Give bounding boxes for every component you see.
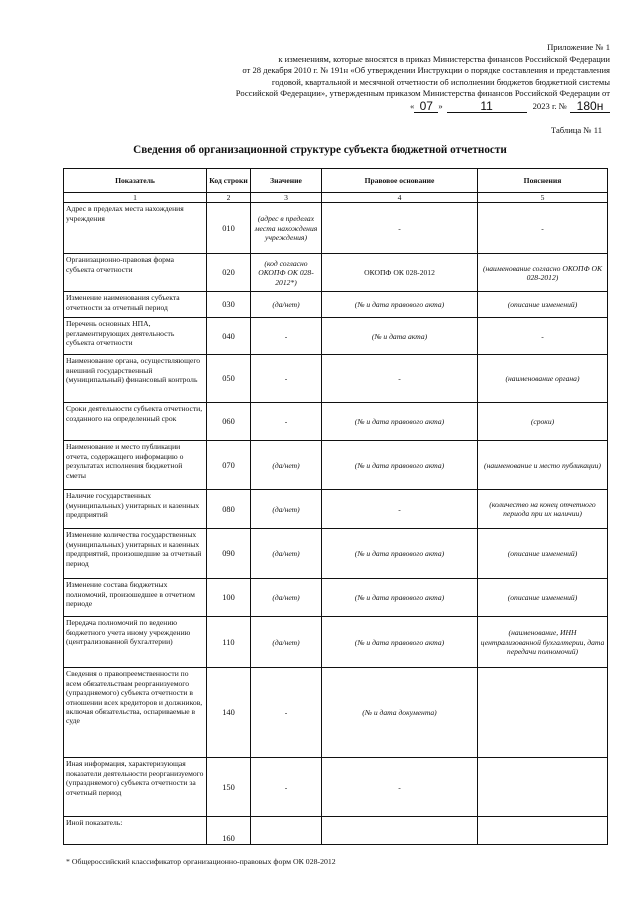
table-row (64, 668, 608, 758)
value-cell: - (251, 403, 322, 441)
table-row (64, 318, 608, 355)
column-number: 3 (251, 193, 322, 203)
page-title: Сведения об организационной структуре субъекта бюджетной отчетности (133, 144, 507, 156)
order-number: 180н (570, 101, 610, 113)
code-cell: 030 (207, 292, 251, 318)
indicator-cell: Иной показатель: (64, 817, 207, 845)
order-month: 11 (447, 101, 527, 113)
footnote: * Общероссийский классификатор организационно-правовых форм ОК 028-2012 (66, 857, 336, 866)
table-row (64, 292, 608, 318)
column-header: Значение (251, 169, 322, 193)
value-cell: (да/нет) (251, 617, 322, 668)
table-row (64, 355, 608, 403)
basis-cell: ОКОПФ ОК 028-2012 (322, 254, 478, 292)
column-number: 5 (478, 193, 608, 203)
header-line: от 28 декабря 2010 г. № 191н «Об утверждении Инструкции о порядке составления и представления (242, 65, 610, 76)
code-cell: 140 (207, 668, 251, 758)
table-row (64, 441, 608, 490)
column-number: 1 (64, 193, 207, 203)
indicator-cell: Перечень основных НПА, регламентирующих деятельность субъекта отчетности (64, 318, 207, 355)
appendix-header (180, 42, 610, 113)
table-row (64, 617, 608, 668)
basis-cell: (№ и дата правового акта) (322, 617, 478, 668)
value-cell: - (251, 318, 322, 355)
note-cell: (сроки) (478, 403, 608, 441)
note-cell: (наименование, ИНН централизованной бухгалтерии, дата передачи полномочий) (478, 617, 608, 668)
code-cell: 090 (207, 529, 251, 579)
table-row (64, 490, 608, 529)
indicator-cell: Адрес в пределах места нахождения учреждения (64, 203, 207, 254)
basis-cell: - (322, 490, 478, 529)
table-row (64, 403, 608, 441)
value-cell: (да/нет) (251, 490, 322, 529)
value-cell: (да/нет) (251, 292, 322, 318)
note-cell: (количество на конец отчетного периода при их наличии) (478, 490, 608, 529)
table-row (64, 579, 608, 617)
basis-cell: (№ и дата правового акта) (322, 292, 478, 318)
code-cell: 060 (207, 403, 251, 441)
column-number: 4 (322, 193, 478, 203)
table-row (64, 529, 608, 579)
order-year-text: 2023 г. № (532, 101, 567, 112)
note-cell: (описание изменений) (478, 579, 608, 617)
table-label: Таблица № 11 (550, 125, 602, 135)
basis-cell: (№ и дата правового акта) (322, 403, 478, 441)
note-cell (478, 668, 608, 758)
code-cell: 080 (207, 490, 251, 529)
value-cell: - (251, 355, 322, 403)
value-cell: - (251, 668, 322, 758)
basis-cell: - (322, 758, 478, 817)
note-cell: (описание изменений) (478, 529, 608, 579)
basis-cell: (№ и дата правового акта) (322, 579, 478, 617)
table-row (64, 254, 608, 292)
column-number: 2 (207, 193, 251, 203)
org-structure-table (63, 168, 608, 845)
column-number-row (64, 193, 608, 203)
note-cell: (описание изменений) (478, 292, 608, 318)
code-cell: 150 (207, 758, 251, 817)
indicator-cell: Наличие государственных (муниципальных) унитарных и казенных предприятий (64, 490, 207, 529)
value-cell: (адрес в пределах места нахождения учреждения) (251, 203, 322, 254)
basis-cell: (№ и дата документа) (322, 668, 478, 758)
column-header: Код строки (207, 169, 251, 193)
value-cell: (да/нет) (251, 579, 322, 617)
note-cell: (наименование и место публикации) (478, 441, 608, 490)
code-cell: 050 (207, 355, 251, 403)
value-cell: (да/нет) (251, 529, 322, 579)
indicator-cell: Иная информация, характеризующая показатели деятельности реорганизуемого (упраздняемого) субъекта отчетности за отчетный период (64, 758, 207, 817)
value-cell: - (251, 758, 322, 817)
note-cell: (наименование согласно ОКОПФ ОК 028-2012) (478, 254, 608, 292)
code-cell: 020 (207, 254, 251, 292)
indicator-cell: Изменение наименования субъекта отчетности за отчетный период (64, 292, 207, 318)
note-cell (478, 817, 608, 845)
basis-cell: (№ и дата правового акта) (322, 529, 478, 579)
table-row (64, 817, 608, 845)
indicator-cell: Наименование и место публикации отчета, содержащего информацию о результатах исполнения бюджетной сметы (64, 441, 207, 490)
basis-cell: - (322, 355, 478, 403)
header-line: Российской Федерации», утвержденным приказом Министерства финансов Российской Федерации от (235, 88, 610, 99)
indicator-cell: Сведения о правопреемственности по всем обязательствам реорганизуемого (упраздняемого) субъекта отчетности в отношении всех кредиторов и должников, включая обязательства, оспариваемые в суде (64, 668, 207, 758)
note-cell: - (478, 203, 608, 254)
code-cell: 070 (207, 441, 251, 490)
table-header-row (64, 169, 608, 193)
close-quote: » (438, 101, 443, 112)
code-cell: 110 (207, 617, 251, 668)
code-cell: 010 (207, 203, 251, 254)
code-cell: 160 (207, 817, 251, 845)
header-line: годовой, квартальной и месячной отчетности об исполнении бюджетов бюджетной системы (271, 76, 610, 87)
value-cell: (да/нет) (251, 441, 322, 490)
basis-cell: (№ и дата правового акта) (322, 441, 478, 490)
column-header: Правовое основание (322, 169, 478, 193)
basis-cell: (№ и дата акта) (322, 318, 478, 355)
order-day: 07 (414, 101, 438, 113)
indicator-cell: Сроки деятельности субъекта отчетности, созданного на определенный срок (64, 403, 207, 441)
code-cell: 040 (207, 318, 251, 355)
indicator-cell: Изменение состава бюджетных полномочий, произошедшее в отчетном периоде (64, 579, 207, 617)
note-cell: - (478, 318, 608, 355)
value-cell (251, 817, 322, 845)
note-cell: (наименование органа) (478, 355, 608, 403)
appendix-number: Приложение № 1 (547, 42, 610, 52)
basis-cell: - (322, 203, 478, 254)
indicator-cell: Наименование органа, осуществляющего внешний государственный (муниципальный) финансовый контроль (64, 355, 207, 403)
basis-cell (322, 817, 478, 845)
note-cell (478, 758, 608, 817)
indicator-cell: Передача полномочий по ведению бюджетного учета иному учреждению (централизованной бухгалтерии) (64, 617, 207, 668)
code-cell: 100 (207, 579, 251, 617)
table-row (64, 758, 608, 817)
indicator-cell: Изменение количества государственных (муниципальных) унитарных и казенных предприятий, произошедшие за отчетный период (64, 529, 207, 579)
indicator-cell: Организационно-правовая форма субъекта отчетности (64, 254, 207, 292)
column-header: Показатель (64, 169, 207, 193)
table-row (64, 203, 608, 254)
open-quote: « (410, 101, 415, 112)
header-line: к изменениям, которые вносятся в приказ Министерства финансов Российской Федерации (278, 53, 610, 64)
order-date-line (180, 98, 610, 113)
column-header: Пояснения (478, 169, 608, 193)
value-cell: (код согласно ОКОПФ ОК 028-2012*) (251, 254, 322, 292)
